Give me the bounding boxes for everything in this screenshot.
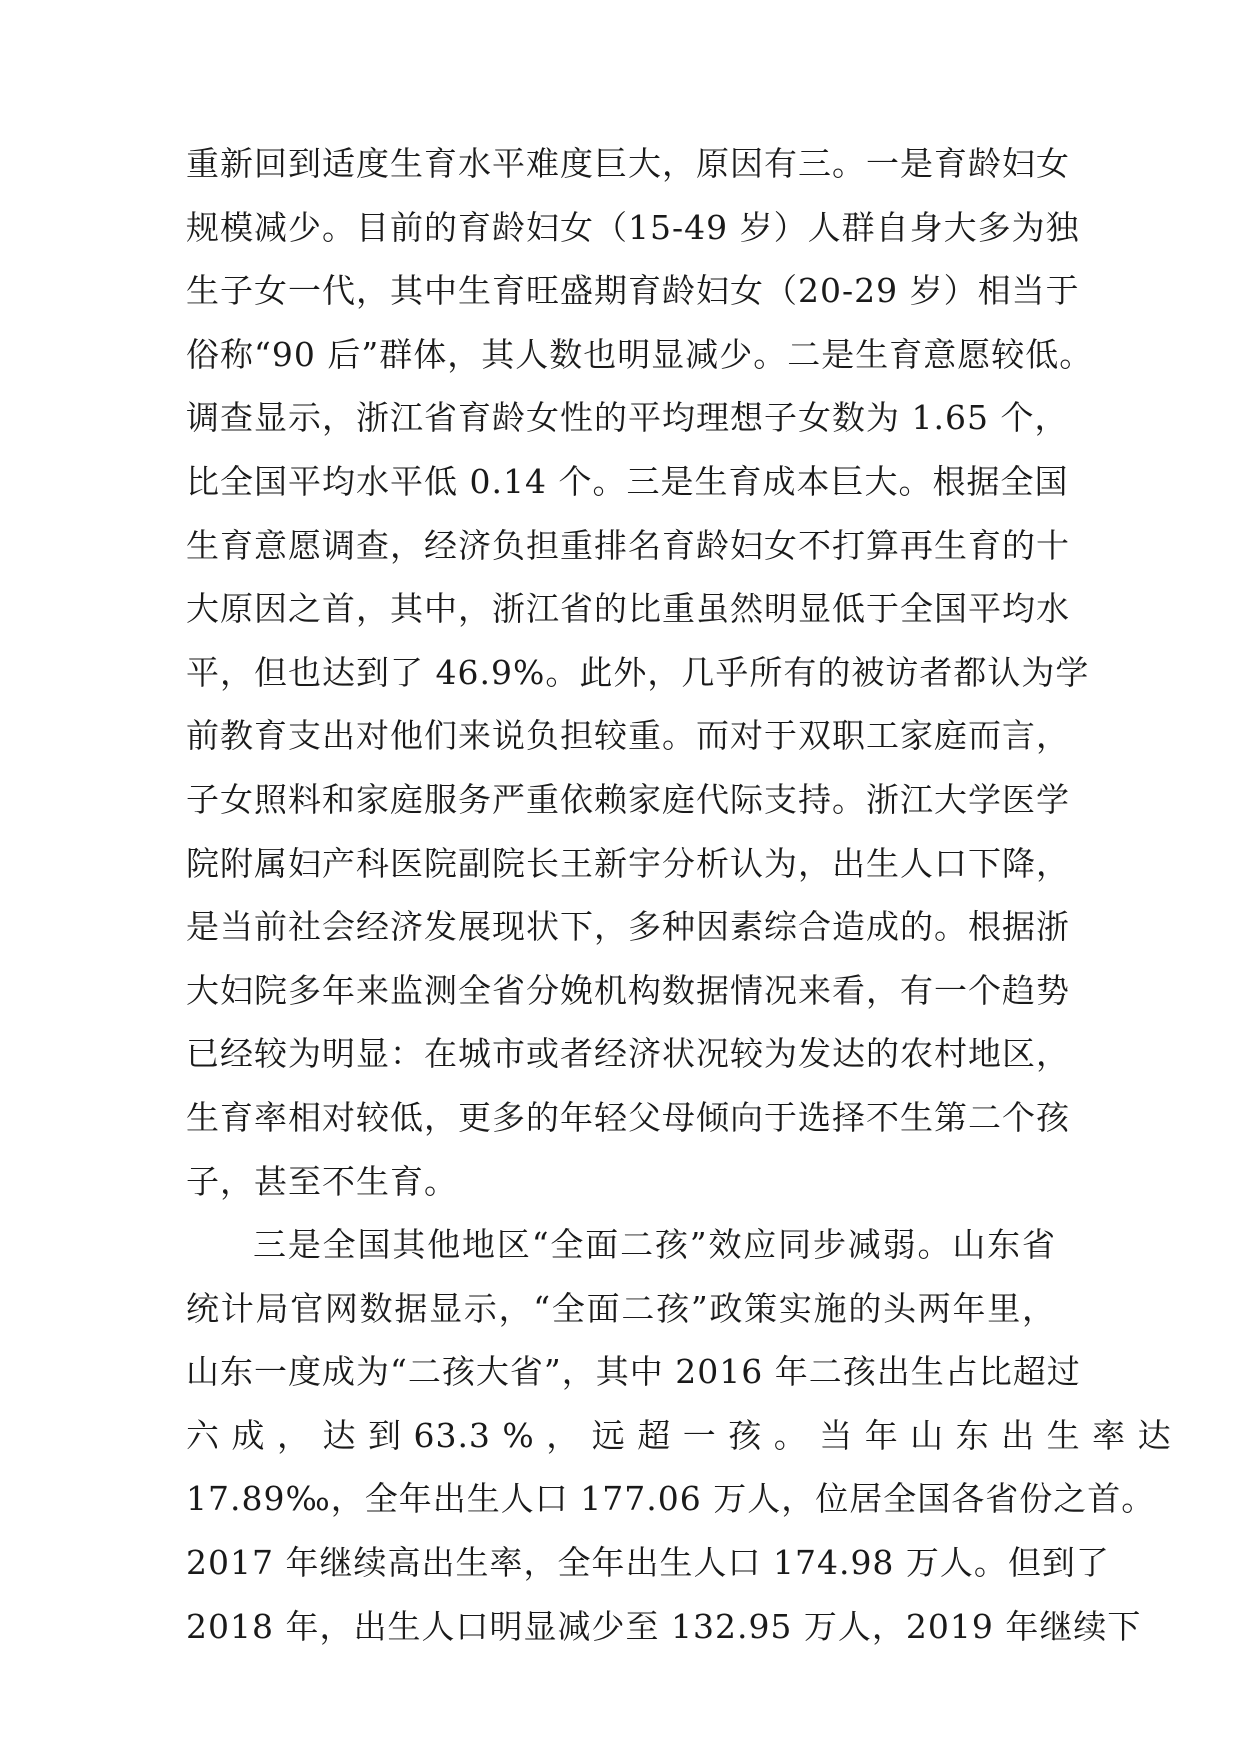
text-line: 山东一度成为“二孩大省”，其中 2016 年二孩出生占比超过 xyxy=(186,1352,1081,1392)
text-line: 生子女一代，其中生育旺盛期育龄妇女（20-29 岁）相当于 xyxy=(186,271,1080,311)
paragraph-start-line: 三是全国其他地区“全面二孩”效应同步减弱。山东省 xyxy=(253,1225,1056,1265)
document-page xyxy=(186,132,1172,1658)
text-line: 比全国平均水平低 0.14 个。三是生育成本巨大。根据全国 xyxy=(186,461,1069,501)
text-line: 是当前社会经济发展现状下，多种因素综合造成的。根据浙 xyxy=(186,907,1070,947)
text-line: 生育意愿调查，经济负担重排名育龄妇女不打算再生育的十 xyxy=(186,525,1070,565)
text-line: 2018 年，出生人口明显减少至 132.95 万人，2019 年继续下 xyxy=(186,1606,1142,1646)
text-line: 前教育支出对他们来说负担较重。而对于双职工家庭而言， xyxy=(186,716,1070,756)
text-line: 平，但也达到了 46.9%。此外，几乎所有的被访者都认为学 xyxy=(186,652,1090,692)
text-line: 六 成 ， 达 到 63.3 % ， 远 超 一 孩 。 当 年 山 东 出 生 率 达 xyxy=(186,1415,1172,1455)
text-line: 生育率相对较低，更多的年轻父母倾向于选择不生第二个孩 xyxy=(186,1097,1070,1137)
text-line: 调查显示，浙江省育龄女性的平均理想子女数为 1.65 个， xyxy=(186,398,1069,438)
text-line: 已经较为明显：在城市或者经济状况较为发达的农村地区， xyxy=(186,1034,1070,1074)
text-line: 大原因之首，其中，浙江省的比重虽然明显低于全国平均水 xyxy=(186,589,1070,629)
text-line: 大妇院多年来监测全省分娩机构数据情况来看，有一个趋势 xyxy=(186,970,1070,1010)
text-line: 规模减少。目前的育龄妇女（15-49 岁）人群自身大多为独 xyxy=(186,207,1080,247)
text-line: 2017 年继续高出生率，全年出生人口 174.98 万人。但到了 xyxy=(186,1543,1110,1583)
text-line: 统计局官网数据显示，“全面二孩”政策实施的头两年里， xyxy=(186,1288,1056,1328)
text-line: 俗称“90 后”群体，其人数也明显减少。二是生育意愿较低。 xyxy=(186,334,1094,374)
paragraph-end-line: 子，甚至不生育。 xyxy=(186,1161,458,1201)
text-line: 院附属妇产科医院副院长王新宇分析认为，出生人口下降， xyxy=(186,843,1070,883)
text-line: 子女照料和家庭服务严重依赖家庭代际支持。浙江大学医学 xyxy=(186,779,1070,819)
text-line: 重新回到适度生育水平难度巨大，原因有三。一是育龄妇女 xyxy=(186,144,1070,183)
text-line: 17.89‰，全年出生人口 177.06 万人，位居全国各省份之首。 xyxy=(186,1479,1156,1519)
